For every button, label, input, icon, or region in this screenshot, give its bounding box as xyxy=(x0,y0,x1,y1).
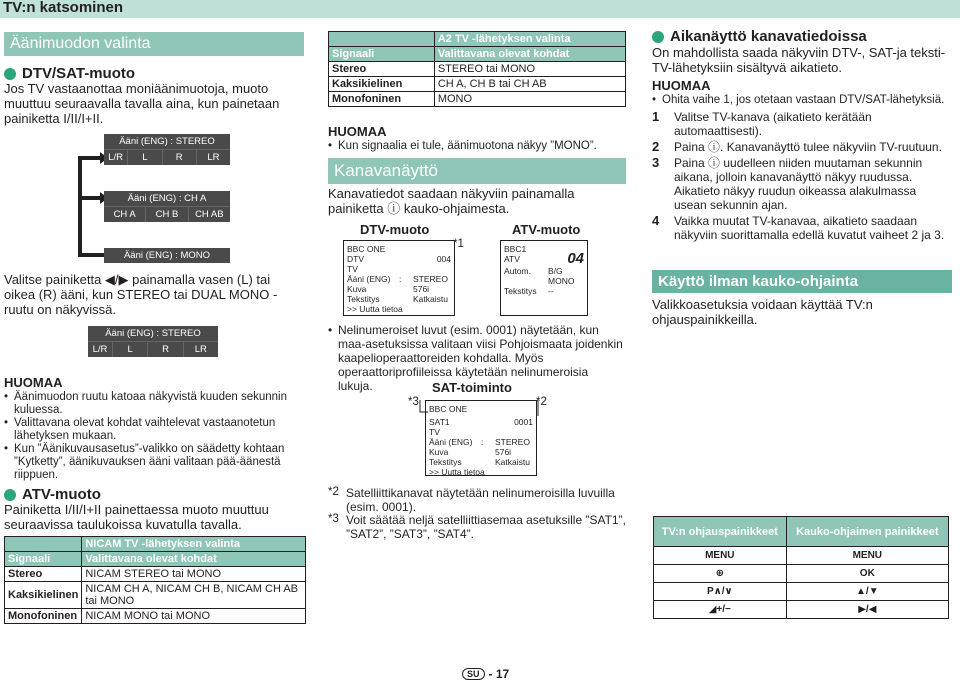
footnote-2: Voit säätää neljä satelliittiasemaa asetuksille ”SAT1”, ”SAT2”, ”SAT3”, ”SAT4”. xyxy=(346,513,626,541)
table-row: Stereo STEREO tai MONO xyxy=(329,62,626,77)
table-row: Kaksikielinen CH A, CH B tai CH AB xyxy=(329,77,626,92)
atv-label: ATV-muoto xyxy=(512,222,581,237)
sat-screen: BBC ONE SAT1 0001 TV Ääni (ENG) : STEREO Kuva 576i Tekstitys Katkaistu >> Uutta tietoa xyxy=(425,400,537,476)
green-dot-icon xyxy=(4,68,16,80)
osd-mono: Ääni (ENG) : MONO xyxy=(104,248,230,263)
atv-heading: ATV-muoto xyxy=(4,486,101,503)
table-row: Stereo NICAM STEREO tai MONO xyxy=(5,567,306,582)
dtv-text: Jos TV vastaanottaa moniäänimuotoja, muoto muuttuu seuraavalla tavalla aina, kun painetaan painiketta I/II/I+II. xyxy=(4,81,280,126)
select-text: Valitse painiketta ◀/▶ painamalla vasen (L) tai oikea (R) ääni, kun STEREO tai DUAL MONO -ruutu on näkyvissä. xyxy=(4,272,278,317)
kaytto-text: Valikkoasetuksia voidaan käyttää TV:n ohjauspainikkeilla. xyxy=(652,297,873,327)
section-title-aanimuodon: Äänimuodon valinta xyxy=(4,32,304,56)
page-header-title: TV:n katsominen xyxy=(3,0,124,16)
page-number: - 17 xyxy=(488,667,510,681)
kanava-intro: Kanavatiedot saadaan näkyviin painamalla painiketta ⓘ kauko-ohjaimesta. xyxy=(328,186,575,216)
list-item: • Äänimuodon ruutu katoaa näkyvistä kuuden sekunnin kuluessa. xyxy=(4,391,294,417)
list-item: 4 Vaikka muutat TV-kanavaa, aikatieto saadaan näkyviin suorittamalla edellä kuvatut vaiheet 2 ja 3. xyxy=(652,213,945,242)
green-dot-icon xyxy=(4,489,16,501)
atv-text: Painiketta I/II/I+II painettaessa muoto muuttuu seuraavissa taulukoissa kuvatulla tavalla. xyxy=(4,502,269,532)
list-item: • Valittavana olevat kohdat vaihtelevat vastaanotetun lähetyksen mukaan. xyxy=(4,417,294,443)
osd-cha: Ääni (ENG) : CH A CH A CH B CH AB xyxy=(104,191,230,222)
table-row: Monofoninen MONO xyxy=(329,92,626,107)
atv-screen: BBC1 ATV 04 Autom. B/G MONO Tekstitys -- xyxy=(500,240,588,316)
notes-list-4 xyxy=(652,94,952,107)
dtv-label: DTV-muoto xyxy=(360,222,430,237)
table-title: NICAM TV -lähetyksen valinta xyxy=(82,537,306,552)
section-title-kaytto: Käyttö ilman kauko-ohjainta xyxy=(652,270,952,293)
list-item: 3 Paina ⓘ uudelleen niiden muutaman sekunnin aikana, jolloin kanavanäyttö näkyy ruudussa. Aikatieto näkyy ruudun oikeassa alakulmassa usean sekunnin ajan. xyxy=(652,155,923,212)
footnote-mark-3: *3 xyxy=(408,396,419,408)
list-item: 1 Valitse TV-kanava (aikatieto kerätään automaattisesti). xyxy=(652,109,872,138)
list-item: • Ohita vaihe 1, jos otetaan vastaan DTV/SAT-lähetyksiä. xyxy=(652,94,952,107)
a2-table: A2 TV -lähetyksen valinta Signaali Valittavana olevat kohdat Stereo STEREO tai MONO Kaksikielinen CH A, CH B tai CH AB Monofoninen MONO xyxy=(328,31,626,107)
list-item: 2 Paina ⓘ. Kanavanäyttö tulee näkyviin TV-ruutuun. xyxy=(652,139,942,154)
footnote-mark-2b: *2 xyxy=(328,486,339,498)
sat-label: SAT-toiminto xyxy=(432,380,512,395)
aika-text: On mahdollista saada näkyviin DTV-, SAT-ja teksti-TV-lähetyksiin sisältyvä aikatieto. xyxy=(652,45,946,75)
language-badge: SU xyxy=(462,668,485,680)
footnote-1: Satelliittikanavat näytetään nelinumeroisilla luvuilla (esim. 0001). xyxy=(346,486,615,514)
table-title: A2 TV -lähetyksen valinta xyxy=(434,32,625,47)
table-row: Monofoninen NICAM MONO tai MONO xyxy=(5,609,306,624)
button-mapping-table: TV:n ohjauspainikkeet Kauko-ohjaimen painikkeet MENU MENU ⊕ OK P∧/∨ ▲/▼ ◢+/− ▶/◀ xyxy=(653,516,949,619)
notes-list-2 xyxy=(328,140,623,153)
table-row: ◢+/− ▶/◀ xyxy=(654,601,949,619)
note-heading-1: HUOMAA xyxy=(4,375,63,390)
list-item: • Nelinumeroiset luvut (esim. 0001) näytetään, kun maa-asetuksissa valitaan viisi Pohjoismaata joidenkin kaapelioperaattoreiden kohdalla. Myös operaattoriprofiileissa käytetään nelinumeroisia lukuja. xyxy=(328,323,623,393)
steps-list xyxy=(652,110,952,244)
note-heading-3: HUOMAA xyxy=(652,78,711,93)
footnote-mark-3b: *3 xyxy=(328,513,339,525)
table-row: P∧/∨ ▲/▼ xyxy=(654,583,949,601)
footnote-mark-2: *2 xyxy=(536,396,547,408)
footnote-mark-1: *1 xyxy=(453,238,464,250)
dtv-screen: BBC ONE DTV 004 TV Ääni (ENG) : STEREO Kuva 576i Tekstitys Katkaistu >> Uutta tietoa xyxy=(343,240,455,316)
list-item: • Kun signaalia ei tule, äänimuotona näkyy ”MONO”. xyxy=(328,140,623,153)
osd-stereo-2: Ääni (ENG) : STEREO L/R L R LR xyxy=(88,326,218,357)
table-row: MENU MENU xyxy=(654,547,949,565)
list-item: • Kun ”Äänikuvausasetus”-valikko on säädetty kohtaan ”Kytketty”, äänikuvauksen ääni valitaan pää-äänestä riippuen. xyxy=(4,443,294,482)
section-title-kanavanaytto: Kanavanäyttö xyxy=(328,158,626,184)
page-footer xyxy=(462,667,509,681)
notes-list-1 xyxy=(4,391,294,482)
osd-stereo: Ääni (ENG) : STEREO L/R L R LR xyxy=(104,134,230,165)
note-heading-2: HUOMAA xyxy=(328,124,387,139)
dtv-heading: DTV/SAT-muoto xyxy=(4,65,135,82)
table-row: Kaksikielinen NICAM CH A, NICAM CH B, NICAM CH AB tai MONO xyxy=(5,582,306,609)
green-dot-icon xyxy=(652,31,664,43)
header-bar xyxy=(0,0,960,18)
table-row: ⊕ OK xyxy=(654,565,949,583)
nicam-table: NICAM TV -lähetyksen valinta Signaali Valittavana olevat kohdat Stereo NICAM STEREO tai MONO Kaksikielinen NICAM CH A, NICAM CH B, NICAM CH AB tai MONO Monofoninen NICAM MONO tai MONO xyxy=(4,536,306,624)
aika-heading: Aikanäyttö kanavatiedoissa xyxy=(652,28,867,45)
